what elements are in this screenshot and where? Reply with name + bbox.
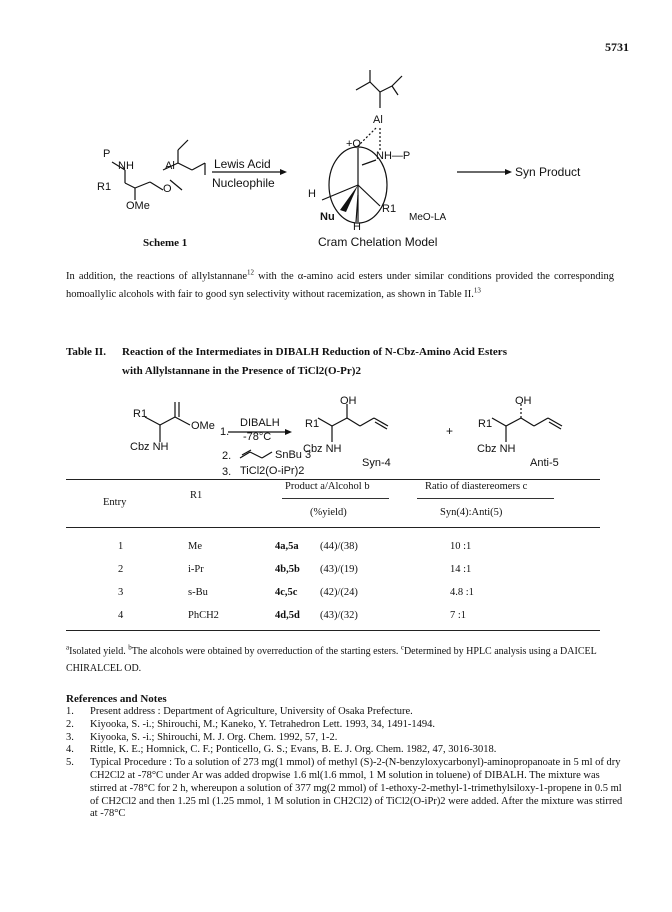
table-bottom-rule — [66, 630, 600, 631]
table-title-line1: Reaction of the Intermediates in DIBALH Reduction of N-Cbz-Amino Acid Esters — [122, 346, 507, 358]
row1-r1: Me — [188, 541, 202, 552]
row4-yield: (43)/(32) — [320, 610, 358, 621]
plus-sign: + — [446, 424, 454, 438]
references-list — [66, 706, 626, 821]
footnote-a: Isolated yield. — [69, 646, 126, 657]
table-title-line2: with Allylstannane in the Presence of TiCl2(O-Pr)2 — [122, 365, 361, 377]
atom-label-al-model: Al — [373, 114, 383, 126]
sm-ome-label: OMe — [191, 420, 215, 432]
atom-label-ome: OMe — [126, 200, 150, 212]
header-product-sub: (%yield) — [310, 507, 347, 518]
row2-r1: i-Pr — [188, 564, 204, 575]
syn-cbz-nh-label: Cbz NH — [303, 443, 342, 455]
syn-oh-label: OH — [340, 395, 357, 407]
atom-label-h-left: H — [308, 188, 316, 200]
row2-product: 4b,5b — [275, 564, 300, 575]
atom-label-r1: R1 — [97, 181, 112, 193]
anti-oh-label: OH — [515, 395, 532, 407]
scheme-1-graphic — [0, 0, 672, 260]
reference-item: 2. Kiyooka, S. -i.; Shirouchi, M.; Kaneko, Y. Tetrahedron Lett. 1993, 34, 1491-1494. — [66, 718, 435, 730]
row1-product: 4a,5a — [275, 541, 299, 552]
table-top-rule — [66, 479, 600, 480]
paragraph-text-1: In addition, the reactions of allylstannane — [66, 271, 248, 282]
reference-item: 1. Present address : Department of Agriculture, University of Osaka Prefecture. — [66, 706, 413, 717]
row3-entry: 3 — [118, 587, 124, 598]
row2-entry: 2 — [118, 564, 124, 575]
row4-r1: PhCH2 — [188, 610, 219, 621]
row4-product: 4d,5d — [275, 610, 300, 621]
anti-cbz-nh-label: Cbz NH — [477, 443, 516, 455]
footnote-c: Determined by HPLC analysis using a DAICEL CHIRALCEL OD. — [66, 646, 597, 674]
page-number: 5731 — [605, 40, 629, 54]
row3-r1: s-Bu — [188, 587, 208, 598]
header-product-rule — [282, 498, 389, 499]
table-footnote: $^a$Isolated yield. $^b$The alcohols were obtained by overreduction of the starting esters. $^c$Determined by HPLC analysis using a DAICEL CHIRALCEL OD. — [66, 643, 597, 674]
atom-label-r1-model: R1 — [382, 203, 397, 215]
atom-label-oplus: +O — [346, 138, 361, 150]
reagent-nucleophile: Nucleophile — [212, 176, 275, 190]
cram-chelation-caption: Cram Chelation Model — [318, 235, 438, 249]
references-heading: References and Notes — [66, 693, 167, 705]
row3-yield: (42)/(24) — [320, 587, 358, 598]
header-product: Product a/Alcohol b — [285, 481, 370, 492]
row1-yield: (44)/(38) — [320, 541, 358, 552]
row1-ratio: 10 :1 — [450, 541, 472, 552]
reference-item: 5. Typical Procedure : To a solution of 273 mg(1 mmol) of methyl (S)-2-(N-benzyloxycarbonyl)-aminopropanoate in 5 ml of dry CH2Cl2 at -78°C under Ar was added dropwise 1.6 ml(1.6 mmol, 1 M solution in toluene) of DIBALH. The mixture was stirred at -78°C for 2 h, whereupon a solution of 377 mg(2 mmol) of 1-ethoxy-2-methyl-1-trimethylsiloxy-1-propene in 0.5 ml of CH2Cl2 and then 1.25 ml (1.25 mmol, 1 M solution in CH2Cl2) of TiCl2(O-iPr)2 were added. After the mixture was stirred at -78°C — [66, 757, 623, 820]
scheme-caption: Scheme 1 — [143, 237, 188, 249]
table-header-rule — [66, 527, 600, 528]
header-ratio: Ratio of diastereomers c — [425, 481, 528, 492]
atom-label-nh-p: NH—P — [376, 150, 411, 162]
anti-5-label: Anti-5 — [530, 457, 559, 469]
sm-r1-label: R1 — [133, 408, 148, 420]
footnote-b: The alcohols were obtained by overreduction of the starting esters. — [131, 646, 399, 657]
step1-number: 1. — [220, 426, 230, 438]
step1-reagent: DIBALH — [240, 417, 280, 429]
atom-label-meo-la: MeO-LA — [409, 212, 447, 223]
table-title — [66, 343, 626, 381]
row4-entry: 4 — [118, 610, 124, 621]
reagent-lewis-acid: Lewis Acid — [214, 157, 271, 171]
atom-label-h-bottom: H — [353, 221, 361, 233]
sm-cbz-nh-label: Cbz NH — [130, 441, 169, 453]
header-r1: R1 — [190, 490, 203, 501]
reaction-graphic — [0, 380, 672, 475]
syn-r1-label: R1 — [305, 418, 320, 430]
row2-yield: (43)/(19) — [320, 564, 358, 575]
body-paragraph — [66, 268, 614, 304]
ref-citation-12: 12 — [247, 268, 255, 277]
row3-ratio: 4.8 :1 — [450, 587, 474, 598]
paragraph-text-2: with the α-amino acid esters under similar conditions provided the corresponding homoallylic alcohols with fair to good syn selectivity without racemization, as shown in Table II. — [66, 271, 615, 300]
syn-4-label: Syn-4 — [362, 457, 391, 469]
table-label: Table II. — [66, 346, 106, 358]
step2-number: 2. — [222, 450, 232, 462]
atom-label-nh: NH — [118, 160, 134, 172]
atom-label-al: Al — [165, 160, 175, 172]
atom-label-o: O — [163, 183, 172, 195]
step2-reagent: SnBu 3 — [275, 449, 312, 461]
atom-label-nu: Nu — [320, 211, 335, 223]
header-ratio-sub: Syn(4):Anti(5) — [440, 507, 503, 518]
reference-item: 4. Rittle, K. E.; Homnick, C. F.; Ponticello, G. S.; Evans, B. E. J. Org. Chem. 1982, 47, 3016-3018. — [66, 744, 497, 756]
header-entry: Entry — [103, 497, 127, 508]
syn-product-label: Syn Product — [515, 165, 581, 179]
row4-ratio: 7 :1 — [450, 610, 467, 621]
row2-ratio: 14 :1 — [450, 564, 472, 575]
row1-entry: 1 — [118, 541, 124, 552]
step1-temp: -78°C — [243, 431, 272, 443]
row3-product: 4c,5c — [275, 587, 298, 598]
step3-number: 3. — [222, 466, 232, 478]
anti-r1-label: R1 — [478, 418, 493, 430]
reference-item: 3. Kiyooka, S. -i.; Shirouchi, M. J. Org. Chem. 1992, 57, 1-2. — [66, 731, 338, 743]
header-ratio-rule — [417, 498, 554, 499]
step3-reagent: TiCl2(O-iPr)2 — [240, 465, 305, 477]
atom-label-p: P — [103, 148, 111, 160]
ref-citation-13: 13 — [473, 286, 481, 295]
